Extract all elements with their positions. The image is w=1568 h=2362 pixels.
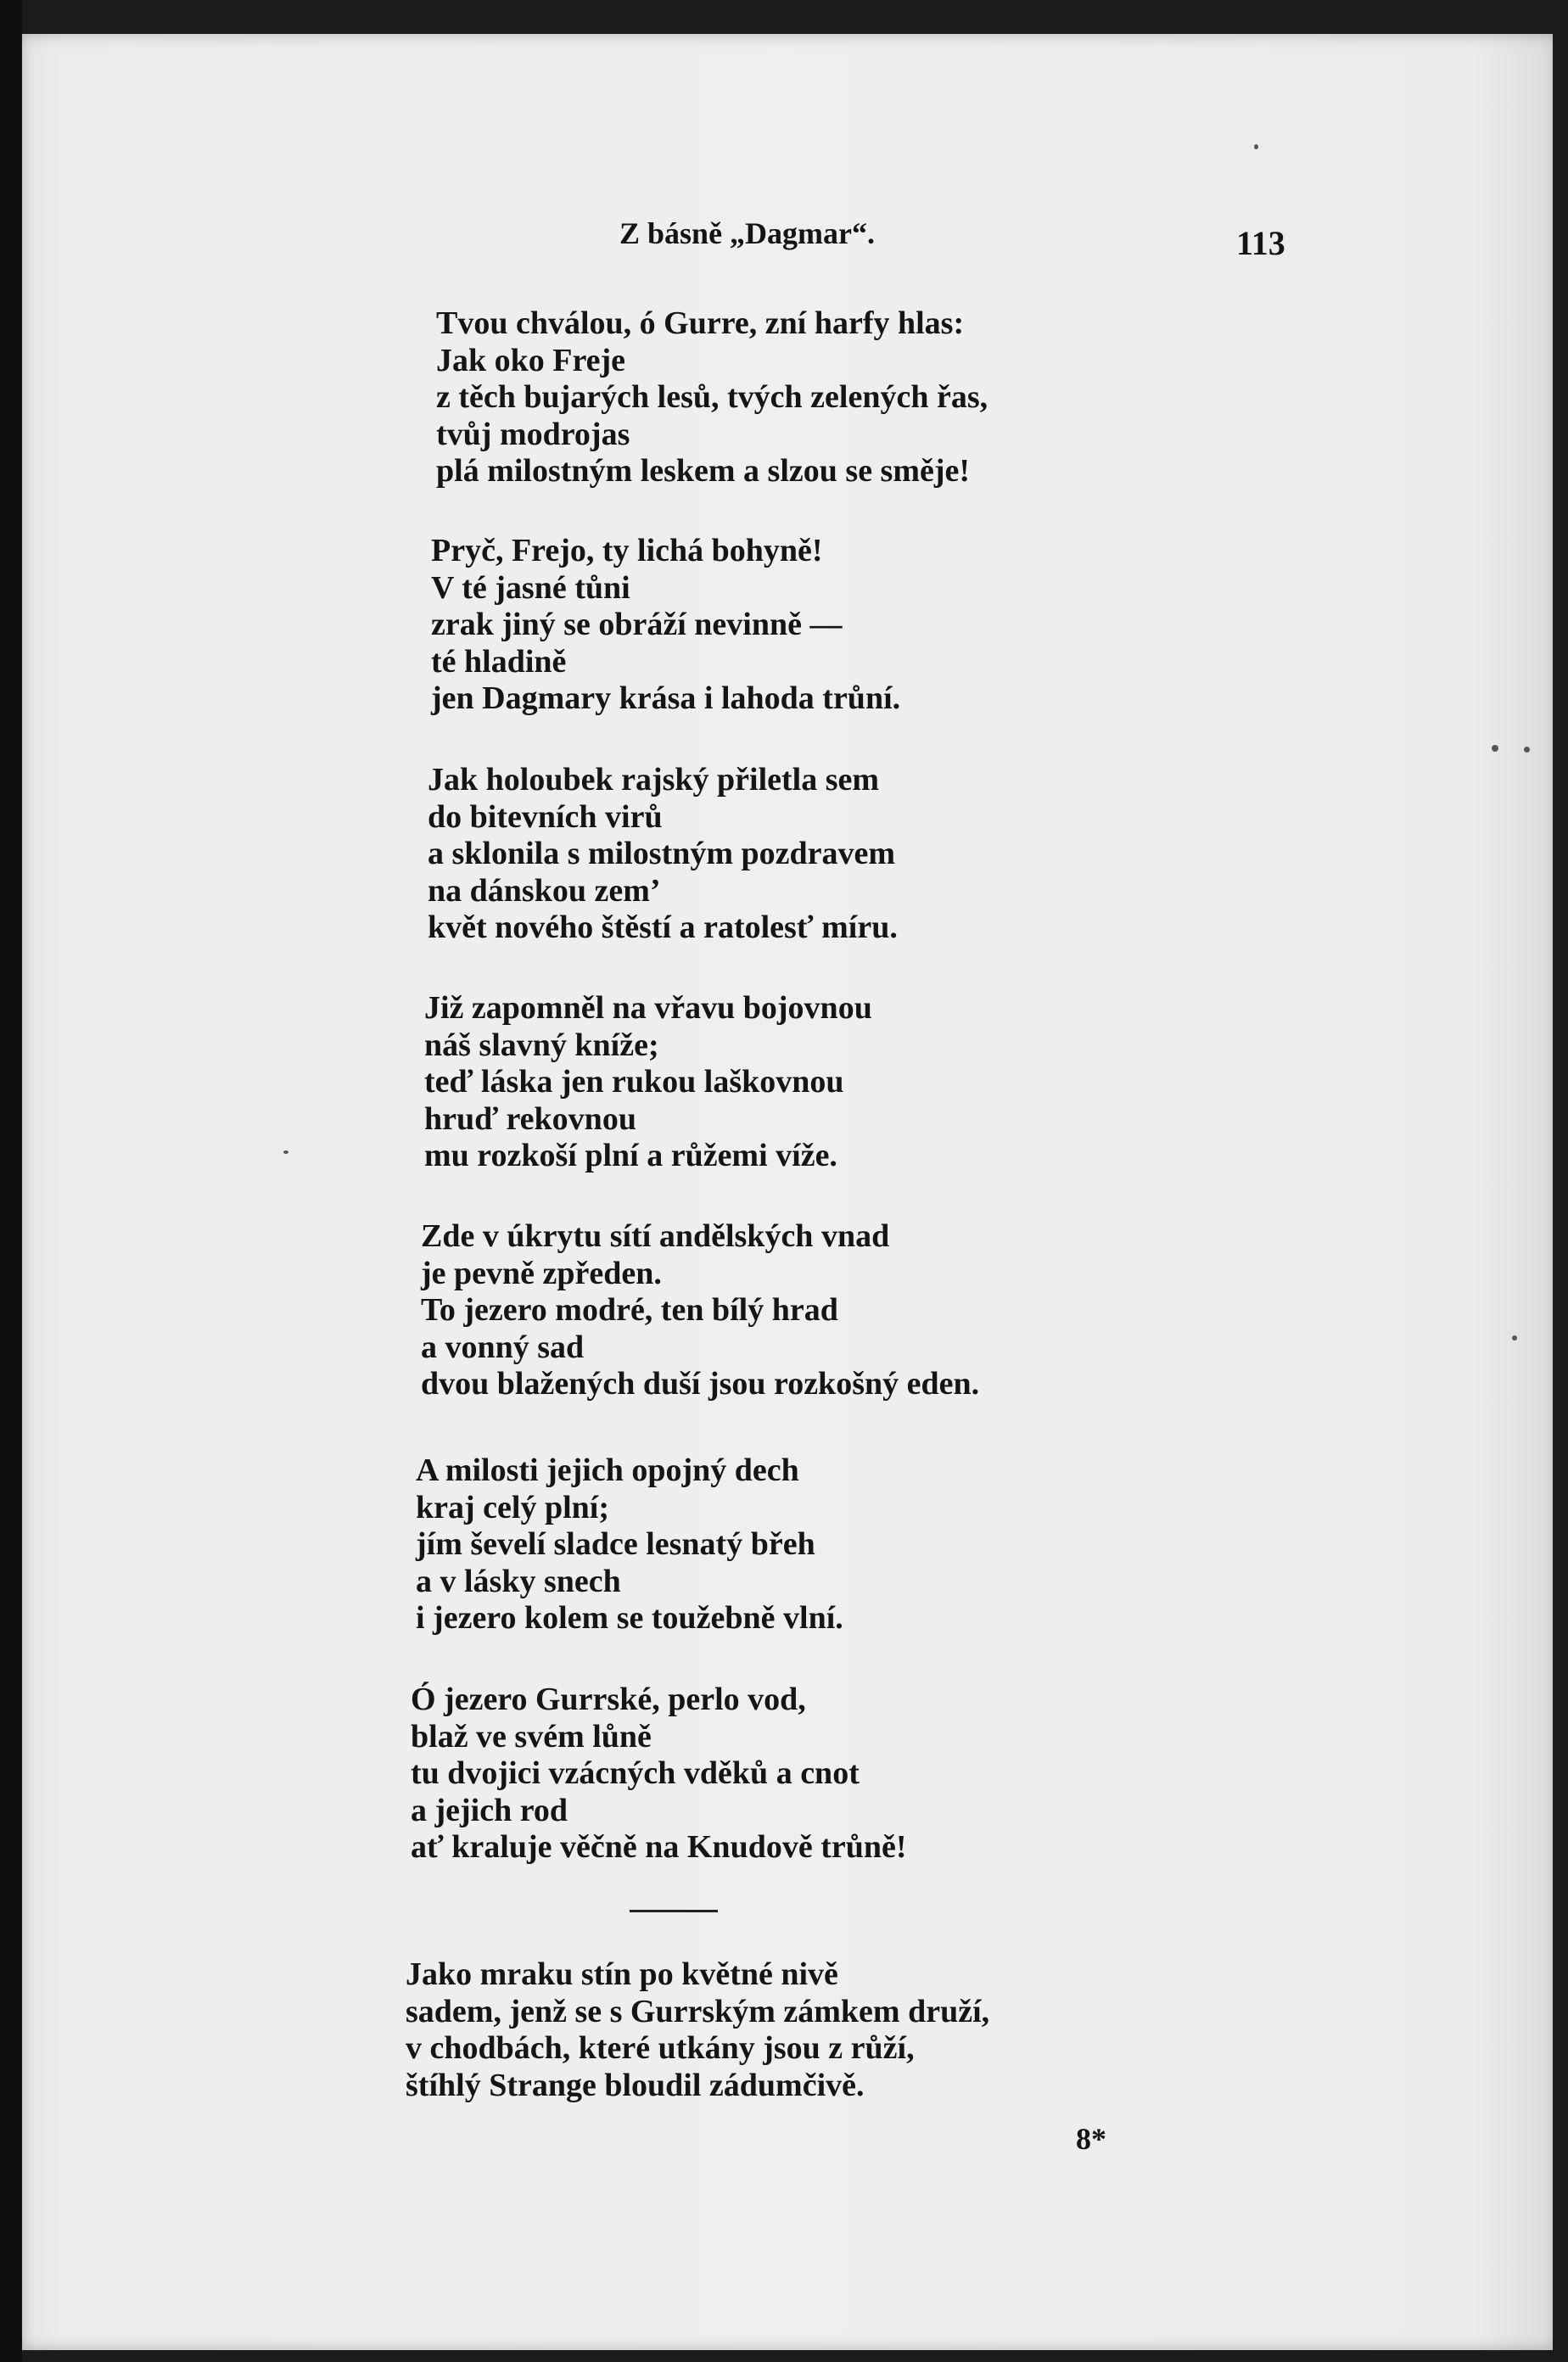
poem-line: a sklonila s milostným pozdravem	[428, 836, 896, 871]
poem-line: V té jasné tůni	[431, 569, 630, 606]
stanza-4	[424, 990, 872, 1175]
poem-line: náš slavný kníže;	[424, 1027, 659, 1063]
poem-line: a v lásky snech	[416, 1563, 621, 1599]
poem-line: tvůj modrojas	[436, 416, 630, 452]
poem-line: jen Dagmary krása i lahoda trůní.	[431, 680, 901, 716]
poem-line: a jejich rod	[411, 1792, 568, 1828]
poem-line: Pryč, Frejo, ty lichá bohyně!	[431, 533, 823, 568]
paper-speck	[1512, 1335, 1517, 1341]
poem-line: hruď rekovnou	[424, 1100, 636, 1137]
stanza-7	[411, 1682, 907, 1867]
poem-line: mu rozkoší plní a růžemi víže.	[424, 1138, 837, 1173]
printer-signature-mark: 8*	[1076, 2122, 1106, 2156]
poem-line: zrak jiný se obráží nevinně —	[431, 607, 843, 642]
poem-line: květ nového štěstí a ratolesť míru.	[428, 910, 898, 945]
poem-line: tu dvojici vzácných vděků a cnot	[411, 1755, 860, 1791]
stanza-3	[428, 762, 898, 947]
poem-line: ať kraluje věčně na Knudově trůně!	[411, 1829, 907, 1865]
poem-line: na dánskou zem’	[428, 872, 661, 909]
poem-line: blaž ve svém lůně	[411, 1718, 652, 1755]
stanza-8	[406, 1956, 989, 2104]
stanza-1	[436, 305, 988, 490]
stanza-2	[431, 533, 900, 718]
poem-line: Tvou chválou, ó Gurre, zní harfy hlas:	[436, 305, 965, 341]
poem-line: Ó jezero Gurrské, perlo vod,	[411, 1682, 806, 1717]
poem-line: v chodbách, které utkány jsou z růží,	[406, 2030, 915, 2066]
section-divider	[630, 1910, 718, 1912]
paper-speck	[283, 1150, 288, 1154]
poem-line: i jezero kolem se toužebně vlní.	[416, 1600, 843, 1636]
running-header-title: Z básně „Dagmar“.	[619, 216, 876, 250]
poem-line: kraj celý plní;	[416, 1489, 609, 1525]
paper-speck	[1524, 747, 1530, 753]
poem-line: štíhlý Strange bloudil zádumčivě.	[406, 2067, 865, 2103]
poem-line: A milosti jejich opojný dech	[416, 1452, 799, 1488]
poem-line: teď láska jen rukou laškovnou	[424, 1064, 844, 1100]
page-number: 113	[1236, 224, 1285, 262]
poem-line: je pevně zpředen.	[421, 1255, 662, 1291]
poem-line: sadem, jenž se s Gurrským zámkem druží,	[406, 1993, 990, 2029]
book-binding-edge	[0, 0, 22, 2362]
poem-line: To jezero modré, ten bílý hrad	[421, 1292, 838, 1328]
poem-line: Jak holoubek rajský přiletla sem	[428, 762, 880, 798]
poem-line: Zde v úkrytu sítí andělských vnad	[421, 1218, 890, 1254]
poem-line: jím ševelí sladce lesnatý břeh	[416, 1526, 815, 1562]
stanza-5	[421, 1218, 979, 1403]
paper-speck	[1254, 144, 1258, 149]
stanza-6	[416, 1452, 843, 1637]
poem-line: Jak oko Freje	[436, 342, 626, 378]
poem-line: Již zapomněl na vřavu bojovnou	[424, 990, 872, 1026]
poem-line: plá milostným leskem a slzou se směje!	[436, 453, 971, 489]
poem-line: dvou blažených duší jsou rozkošný eden.	[421, 1366, 980, 1402]
poem-line: Jako mraku stín po květné nivě	[406, 1956, 838, 1992]
poem-line: té hladině	[431, 643, 567, 680]
poem-line: a vonný sad	[421, 1329, 585, 1365]
paper-speck	[1492, 745, 1498, 752]
poem-line: z těch bujarých lesů, tvých zelených řas,	[436, 379, 988, 415]
poem-line: do bitevních virů	[428, 798, 663, 835]
